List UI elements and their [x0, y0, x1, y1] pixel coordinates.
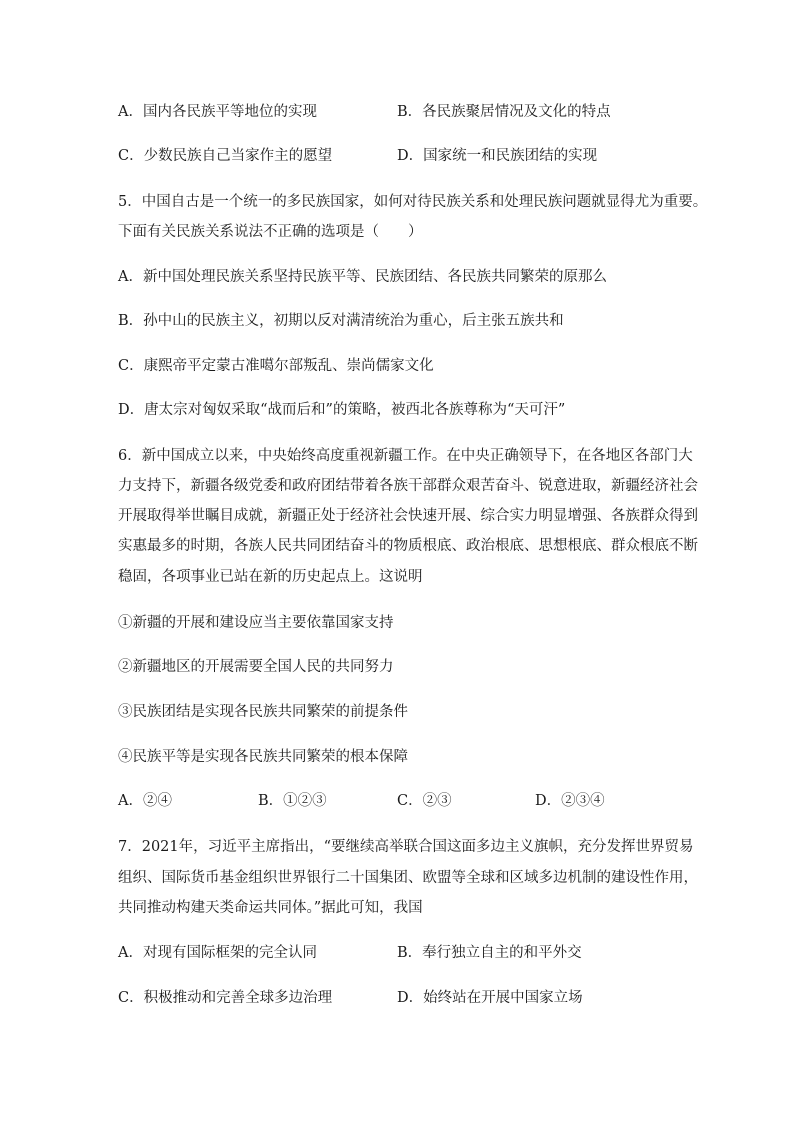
q6-statement-1: ①新疆的开展和建设应当主要依靠国家支持 — [118, 615, 394, 631]
q5-stem-line-1: 5．中国自古是一个统一的多民族国家，如何对待民族关系和处理民族问题就显得尤为重要。 — [118, 194, 708, 210]
q6-option-d: D．②③④ — [535, 793, 605, 809]
q6-option-a: A．②④ — [118, 793, 172, 809]
q5-option-a: A．新中国处理民族关系坚持民族平等、民族团结、各民族共同繁荣的原那么 — [118, 269, 607, 285]
q4-option-c: C．少数民族自己当家作主的愿望 — [118, 148, 333, 164]
q6-stem-line-5: 稳固，各项事业已站在新的历史起点上。这说明 — [118, 569, 423, 585]
q7-stem-line-2: 组织、国际货币基金组织世界银行二十国集团、欧盟等全球和区域多边机制的建设性作用， — [118, 870, 698, 886]
q4-option-b: B．各民族聚居情况及文化的特点 — [397, 104, 611, 120]
q6-statement-4: ④民族平等是实现各民族共同繁荣的根本保障 — [118, 749, 408, 765]
q5-option-b: B．孙中山的民族主义，初期以反对满清统治为重心，后主张五族共和 — [118, 313, 564, 329]
q6-option-b: B．①②③ — [258, 793, 327, 809]
q6-statement-2: ②新疆地区的开展需要全国人民的共同努力 — [118, 659, 394, 675]
q6-stem-line-1: 6．新中国成立以来，中央始终高度重视新疆工作。在中央正确领导下，在各地区各部门大 — [118, 448, 693, 464]
q5-stem-line-2: 下面有关民族关系说法不正确的选项是（ ） — [118, 224, 423, 240]
q7-option-d: D．始终站在开展中国家立场 — [397, 990, 583, 1006]
q6-option-c: C．②③ — [397, 793, 452, 809]
q4-option-d: D．国家统一和民族团结的实现 — [397, 148, 598, 164]
q7-stem-line-3: 共同推动构建天类命运共同体。”据此可知，我国 — [118, 900, 423, 916]
q6-statement-3: ③民族团结是实现各民族共同繁荣的前提条件 — [118, 704, 408, 720]
q6-stem-line-3: 开展取得举世瞩目成就，新疆正处于经济社会快速开展、综合实力明显增强、各族群众得到 — [118, 508, 698, 524]
q7-stem-line-1: 7．2021年，习近平主席指出，“要继续高举联合国这面多边主义旗帜，充分发挥世界贸易 — [118, 839, 694, 855]
q5-option-d: D．唐太宗对匈奴采取“战而后和”的策略，被西北各族尊称为“天可汗” — [118, 402, 566, 418]
q7-option-b: B．奉行独立自主的和平外交 — [397, 945, 582, 961]
q6-stem-line-4: 实惠最多的时期，各族人民共同团结奋斗的物质根底、政治根底、思想根底、群众根底不断 — [118, 538, 698, 554]
q4-option-a: A．国内各民族平等地位的实现 — [118, 104, 317, 120]
q7-option-a: A．对现有国际框架的完全认同 — [118, 945, 317, 961]
q5-option-c: C．康熙帝平定蒙古准噶尔部叛乱、崇尚儒家文化 — [118, 358, 434, 374]
q7-option-c: C．积极推动和完善全球多边治理 — [118, 990, 333, 1006]
q6-stem-line-2: 力支持下，新疆各级党委和政府团结带着各族干部群众艰苦奋斗、锐意进取，新疆经济社会 — [118, 478, 698, 494]
